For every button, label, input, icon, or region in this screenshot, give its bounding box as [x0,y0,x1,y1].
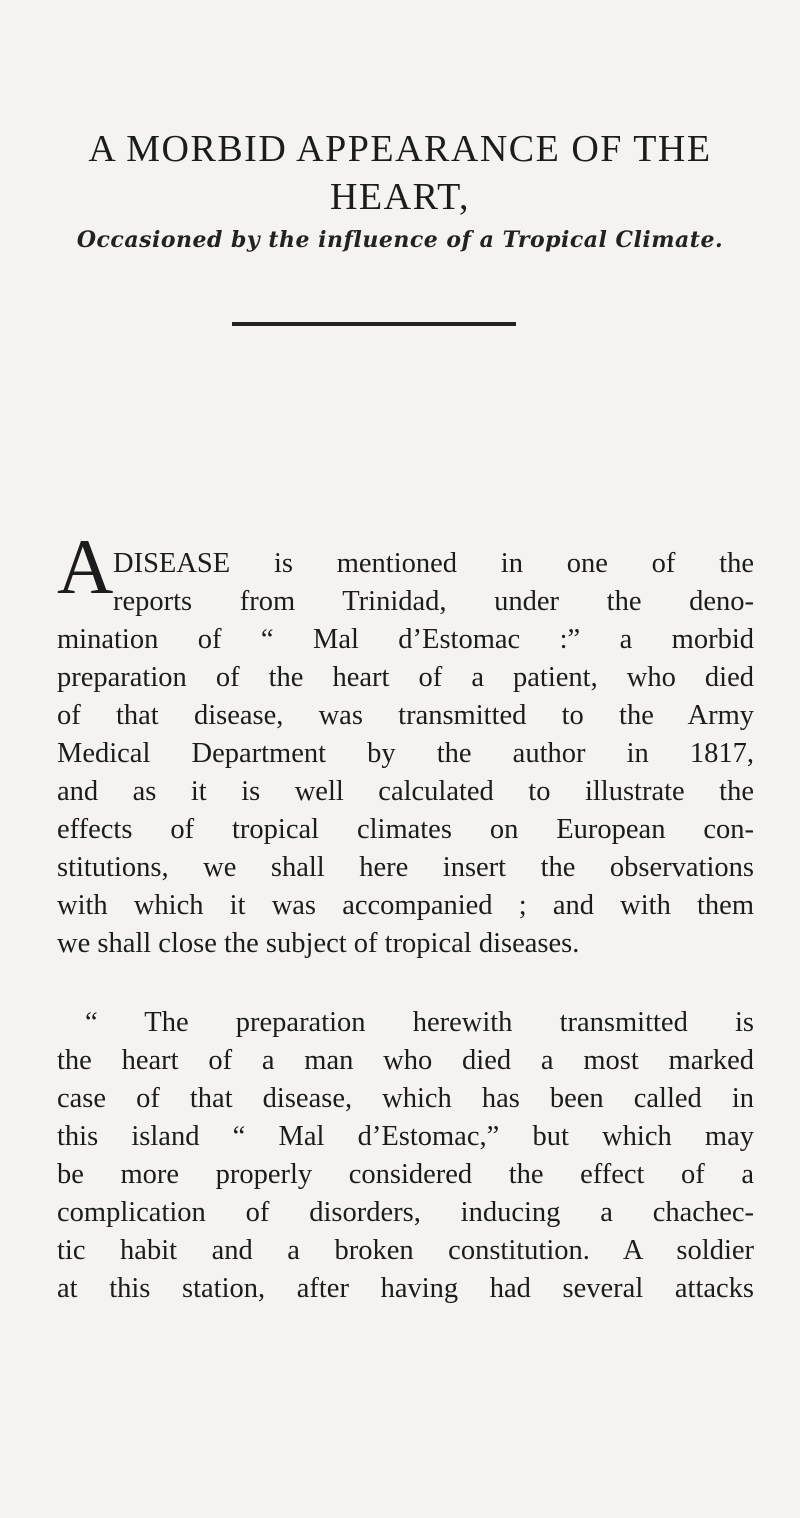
paragraph-line: the heart of a man who died a most marked [57,1045,754,1076]
paragraph-line: tic habit and a broken constitution. A soldier [57,1235,754,1266]
chapter-title-line-1: A MORBID APPEARANCE OF THE [88,128,712,170]
section-divider [232,322,516,326]
drop-cap: A [57,523,114,610]
paragraph-line: stitutions, we shall here insert the observations [57,852,754,883]
paragraph-line: reports from Trinidad, under the deno- [113,586,754,617]
paragraph-line: at this station, after having had several attacks [57,1273,754,1304]
paragraph-line: of that disease, was transmitted to the Army [57,700,754,731]
paragraph-line: complication of disorders, inducing a chachec- [57,1197,754,1228]
chapter-subtitle: Occasioned by the influence of a Tropical Climate. [76,227,724,253]
paragraph-line: and as it is well calculated to illustrate the [57,776,754,807]
paragraph-line: preparation of the heart of a patient, who died [57,662,754,693]
paragraph-line: we shall close the subject of tropical diseases. [57,928,580,959]
paragraph-line: Medical Department by the author in 1817, [57,738,754,769]
paragraph-line: be more properly considered the effect of a [57,1159,754,1190]
chapter-title-line-2: HEART, [329,176,471,218]
paragraph-line: DISEASE is mentioned in one of the [113,548,754,579]
paragraph-line: this island “ Mal d’Estomac,” but which may [57,1121,754,1152]
paragraph-line: mination of “ Mal d’Estomac :” a morbid [57,624,754,655]
paragraph-line: with which it was accompanied ; and with them [57,890,754,921]
paragraph-line: effects of tropical climates on European con- [57,814,754,845]
paragraph-line: “ The preparation herewith transmitted is [85,1007,754,1038]
paragraph-line: case of that disease, which has been called in [57,1083,754,1114]
